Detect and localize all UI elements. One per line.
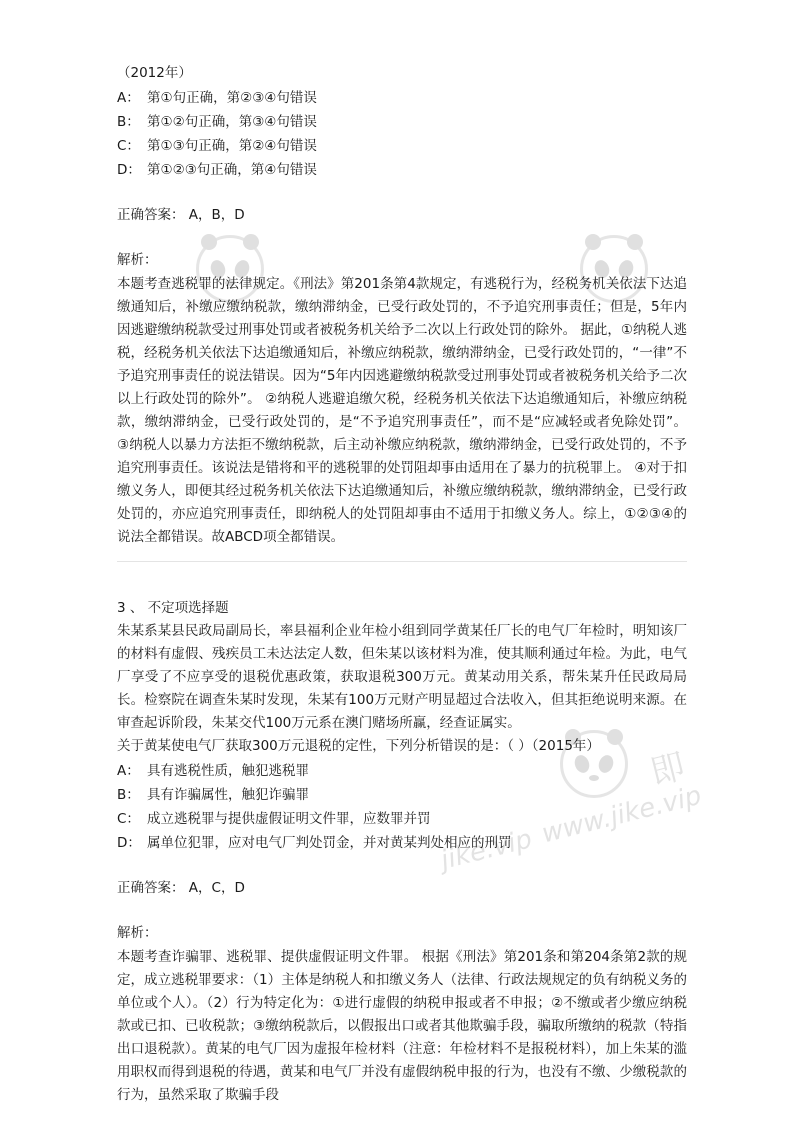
question-number: 3 、 不定项选择题 [117,599,229,616]
option-letter: D： [117,161,141,178]
option-text: 成立逃税罪与提供虚假证明文件罪，应数罪并罚 [147,810,431,827]
watermark-brand: 即 [646,746,690,794]
option-text: 具有逃税性质，触犯逃税罪 [147,762,309,779]
option-a[interactable] [117,86,687,110]
option-text: 第①③句正确，第②④句错误 [147,137,317,154]
option-text: 具有诈骗属性，触犯诈骗罪 [147,786,309,803]
option-letter: C： [117,810,140,827]
question-prompt: 关于黄某使电气厂获取300万元退税的定性，下列分析错误的是：（ ）（2015年） [117,738,600,754]
analysis-text: 本题考查逃税罪的法律规定。《刑法》第201条第4款规定，有逃税行为，经税务机关依法下达追缴通知后，补缴应缴纳税款，缴纳滞纳金，已受行政处罚的，不予追究刑事责任；但是，5年内因逃避缴纳税款受过刑事处罚或者被税务机关给予二次以上行政处罚的除外。 据此，①纳税人逃税，经税务机关依法下达追缴通知后，补缴应纳税款，缴纳滞纳金，已受行政处罚的，“一律”不予追究刑事责任的说法错误。因为“5年内因逃避缴纳税款受过刑事处罚或者被税务机关给予二次以上行政处罚的除外”。 ②纳税人逃避追缴欠税，经税务机关依法下达追缴通知后，补缴应纳税款，缴纳滞纳金，已受行政处罚的，是“不予追究刑事责任”，而不是“应减轻或者免除处罚”。 ③纳税人以暴力方法拒不缴纳税款，后主动补缴应纳税款，缴纳滞纳金，已受行政处罚的，不予追究刑事责任。该说法是错将和平的逃税罪的处罚阻却事由适用在了暴力的抗税罪上。 ④对于扣缴义务人，即便其经过税务机关依法下达追缴通知后，补缴应缴纳税款，缴纳滞纳金，已受行政处罚的，亦应追究刑事责任，即纳税人的处罚阻却事由不适用于扣缴义务人。综上，①②③④的说法全都错误。故ABCD项全都错误。 [117,275,687,545]
option-b[interactable] [117,110,687,134]
option-letter: A： [117,762,140,779]
option-a[interactable] [117,759,687,783]
option-text: 第①句正确，第②③④句错误 [147,89,317,106]
option-text: 第①②③句正确，第④句错误 [147,161,317,178]
correct-answer: 正确答案： A，C，D [117,879,245,896]
document-content [117,62,687,1107]
question-year: （2012年） [117,65,192,81]
options-list [117,86,687,182]
option-letter: C： [117,137,140,154]
option-b[interactable] [117,783,687,807]
option-text: 第①②句正确，第③④句错误 [147,113,317,130]
analysis-label: 解析： [117,925,158,941]
question-stem: 朱某系某县民政局副局长，率县福利企业年检小组到同学黄某任厂长的电气厂年检时，明知该厂的材料有虚假、残疾员工未达法定人数，但朱某以该材料为准，使其顺利通过年检。为此，电气厂享受了不应享受的退税优惠政策，获取退税300万元。黄某动用关系，帮朱某升任民政局局长。检察院在调查朱某时发现，朱某有100万元财产明显超过合法收入，但其拒绝说明来源。在审查起诉阶段，朱某交代100万元系在澳门赌场所赢，经查证属实。 [117,623,687,731]
options-list [117,759,687,855]
option-text: 属单位犯罪，应对电气厂判处罚金，并对黄某判处相应的刑罚 [147,834,512,851]
watermark-url: www.jike.vip [538,780,705,850]
analysis-text: 本题考查诈骗罪、逃税罪、提供虚假证明文件罪。 根据《刑法》第201条和第204条第2款的规定，成立逃税罪要求：（1）主体是纳税人和扣缴义务人（法律、行政法规规定的负有纳税义务的单位或个人）。（2）行为特定化为：①进行虚假的纳税申报或者不申报；②不缴或者少缴应纳税款或已扣、已收税款；③缴纳税款后，以假报出口或者其他欺骗手段，骗取所缴纳的税款（特指出口退税款）。黄某的电气厂因为虚报年检材料（注意：年检材料不是报税材料），加上朱某的滥用职权而得到退税的待遇，黄某和电气厂并没有虚假纳税申报的行为，也没有不缴、少缴税款的行为，虽然采取了欺骗手段 [117,948,687,1103]
section-divider [117,561,687,562]
option-c[interactable] [117,807,687,831]
option-c[interactable] [117,134,687,158]
option-letter: B： [117,113,140,130]
option-d[interactable] [117,831,687,855]
analysis-label: 解析： [117,252,158,268]
watermark-url-short: jike.vip [437,824,536,876]
correct-answer: 正确答案： A，B，D [117,206,245,223]
option-d[interactable] [117,158,687,182]
option-letter: B： [117,786,140,803]
option-letter: A： [117,89,140,106]
option-letter: D： [117,834,141,851]
